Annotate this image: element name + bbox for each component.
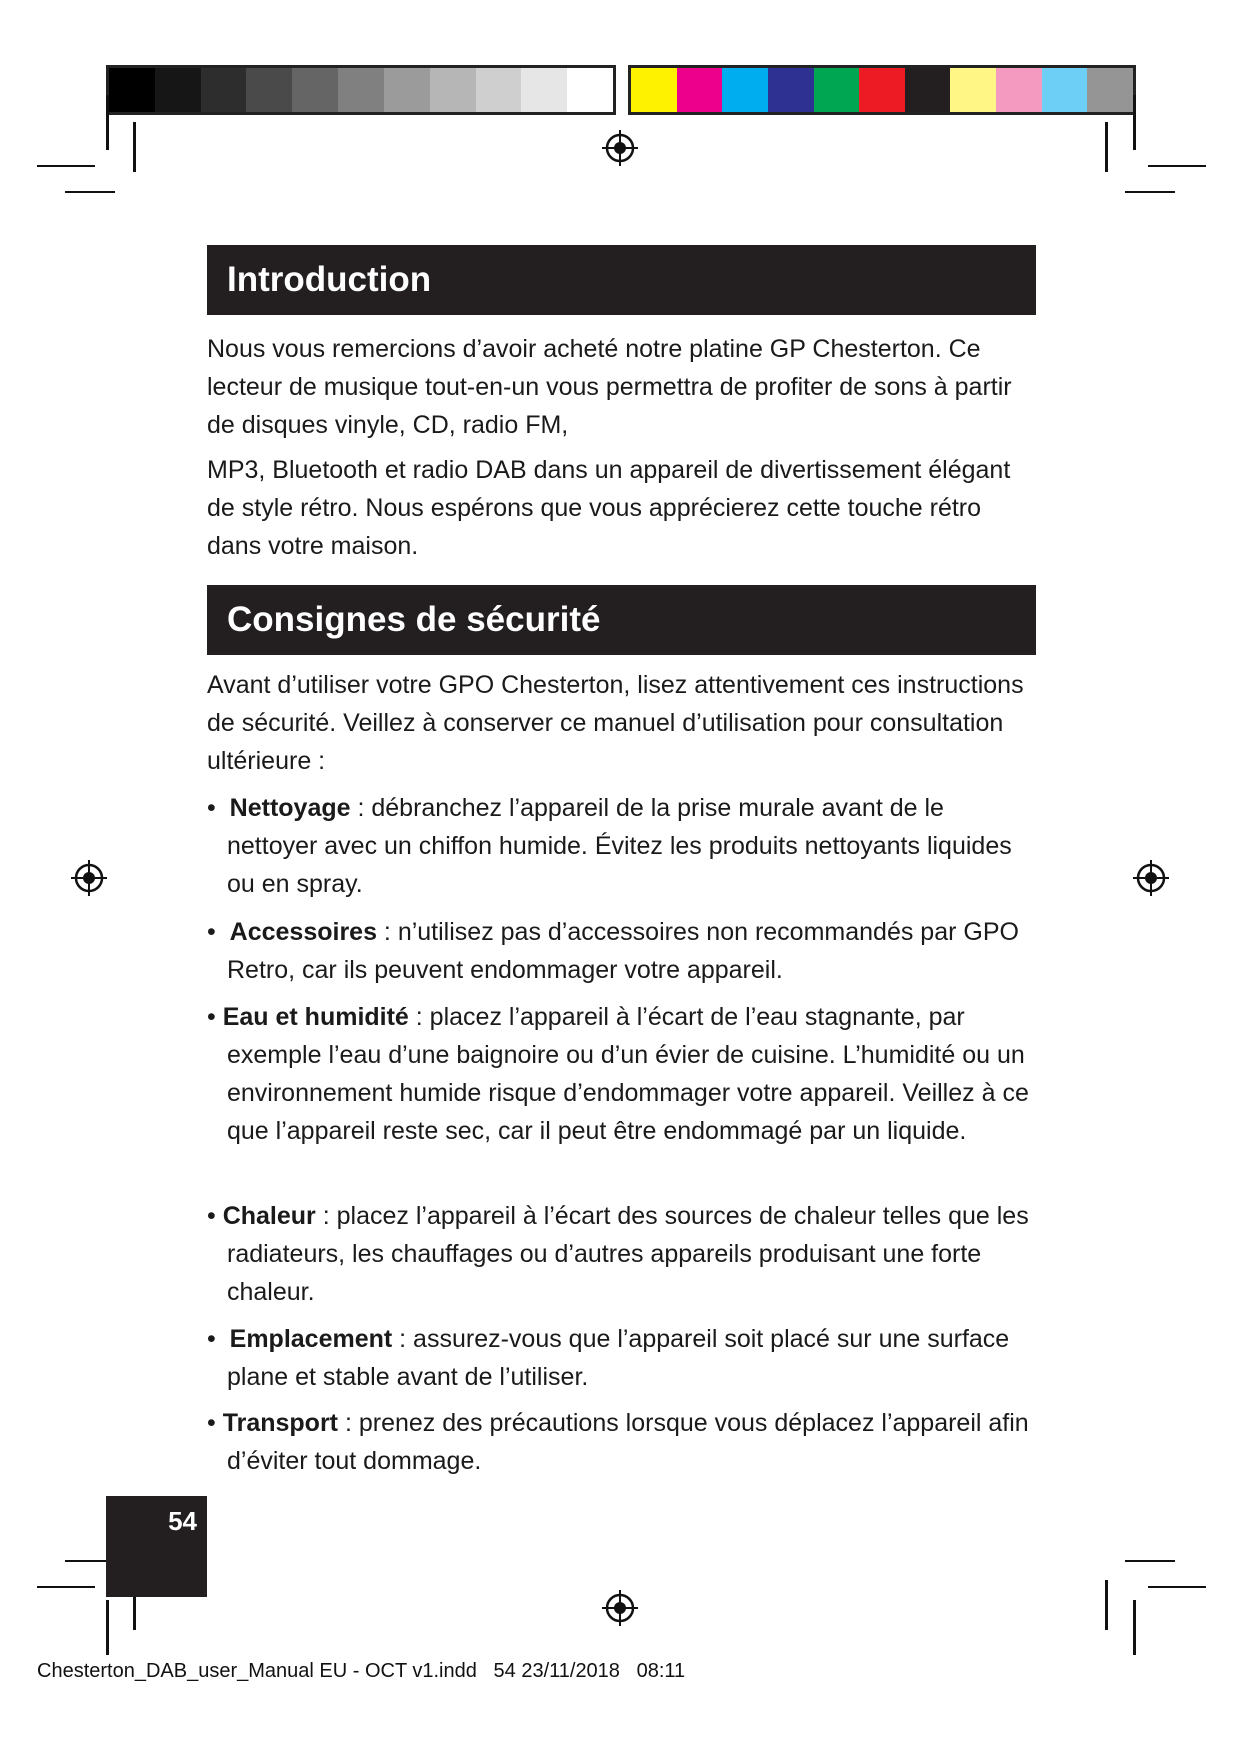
registration-mark-icon — [600, 1588, 640, 1628]
safety-list-item: • Accessoires : n’utilisez pas d’accessoires non recommandés par GPO Retro, car ils peuvent endommager votre appareil. — [207, 918, 1019, 984]
grayscale-swatch — [430, 68, 476, 112]
grayscale-swatch — [476, 68, 522, 112]
safety-item-text: : prenez des précautions lorsque vous déplacez l’appareil afin d’éviter tout dommage. — [227, 1409, 1029, 1475]
process-color-bar — [628, 65, 1136, 115]
safety-list-item: • Chaleur : placez l’appareil à l’écart des sources de chaleur telles que les radiateurs, les chauffages ou d’autres appareils produisant une forte chaleur. — [207, 1202, 1029, 1306]
safety-item-label: Emplacement — [229, 1325, 393, 1353]
introduction-paragraph: MP3, Bluetooth et radio DAB dans un appareil de divertissement élégant de style rétro. Nous espérons que vous apprécierez cette touche rétro dans votre maison. — [207, 456, 1011, 560]
crop-mark — [1133, 1600, 1136, 1655]
crop-mark — [1105, 1580, 1108, 1630]
process-color-swatch — [859, 68, 905, 112]
crop-mark — [37, 165, 95, 167]
crop-mark — [37, 1586, 95, 1588]
safety-heading — [207, 585, 1036, 655]
crop-mark — [1148, 1586, 1206, 1588]
crop-mark — [133, 122, 136, 172]
crop-mark — [65, 191, 115, 193]
introduction-paragraph: Nous vous remercions d’avoir acheté notre platine GP Chesterton. Ce lecteur de musique tout-en-un vous permettra de profiter de sons à partir de disques vinyle, CD, radio FM, — [207, 335, 1012, 439]
grayscale-swatch — [292, 68, 338, 112]
safety-list-item: • Emplacement : assurez-vous que l’appareil soit placé sur une surface plane et stable avant de l’utiliser. — [207, 1325, 1010, 1391]
introduction-heading — [207, 245, 1036, 315]
registration-mark-icon — [600, 128, 640, 168]
safety-list-item: • Transport : prenez des précautions lorsque vous déplacez l’appareil afin d’éviter tout dommage. — [207, 1409, 1029, 1475]
safety-list-item: • Nettoyage : débranchez l’appareil de la prise murale avant de le nettoyer avec un chiffon humide. Évitez les produits nettoyants liquides ou en spray. — [207, 794, 1012, 898]
safety-item-label: Eau et humidité — [222, 1003, 409, 1031]
grayscale-swatch — [521, 68, 567, 112]
process-color-swatch — [631, 68, 677, 112]
process-color-swatch — [722, 68, 768, 112]
safety-item-label: Chaleur — [222, 1202, 316, 1230]
grayscale-swatch — [201, 68, 247, 112]
safety-list-item: • Eau et humidité : placez l’appareil à l’écart de l’eau stagnante, par exemple l’eau d’une baignoire ou d’un évier de cuisine. L’humidité ou un environnement humide risque d’endommager votre appareil. Veillez à ce que l’appareil reste sec, car il peut être endommagé par un liquide. — [207, 1003, 1029, 1145]
page-number: 54 — [168, 1506, 197, 1536]
safety-item-text: : placez l’appareil à l’écart des sources de chaleur telles que les radiateurs, les chauffages ou d’autres appareils produisant une forte chaleur. — [227, 1202, 1029, 1306]
safety-item-label: Nettoyage — [229, 794, 351, 822]
registration-mark-icon — [1131, 858, 1171, 898]
safety-item-text: : n’utilisez pas d’accessoires non recommandés par GPO Retro, car ils peuvent endommager votre appareil. — [227, 918, 1019, 984]
process-color-swatch — [814, 68, 860, 112]
safety-item-label: Accessoires — [229, 918, 377, 946]
crop-mark — [1148, 165, 1206, 167]
process-color-swatch — [996, 68, 1042, 112]
print-slug-footer: Chesterton_DAB_user_Manual EU - OCT v1.indd 54 23/11/2018 08:11 — [37, 1660, 686, 1682]
crop-mark — [1105, 122, 1108, 172]
crop-mark — [106, 95, 109, 150]
safety-intro-paragraph: Avant d’utiliser votre GPO Chesterton, lisez attentivement ces instructions de sécurité. Veillez à conserver ce manuel d’utilisation pour consultation ultérieure : — [207, 671, 1024, 775]
safety-item-label: Transport — [222, 1409, 338, 1437]
safety-item-text: : assurez-vous que l’appareil soit placé sur une surface plane et stable avant de l’utiliser. — [227, 1325, 1010, 1391]
process-color-swatch — [768, 68, 814, 112]
safety-title: Consignes de sécurité — [227, 600, 601, 639]
grayscale-swatch — [155, 68, 201, 112]
process-color-swatch — [677, 68, 723, 112]
process-color-swatch — [1087, 68, 1133, 112]
crop-mark — [106, 1600, 109, 1655]
grayscale-color-bar — [106, 65, 616, 115]
grayscale-swatch — [384, 68, 430, 112]
crop-mark — [1125, 1560, 1175, 1562]
process-color-swatch — [1042, 68, 1088, 112]
process-color-swatch — [950, 68, 996, 112]
safety-item-text: : placez l’appareil à l’écart de l’eau stagnante, par exemple l’eau d’une baignoire ou d’un évier de cuisine. L’humidité ou un environnement humide risque d’endommager votre appareil. Veillez à ce que l’appareil reste sec, car il peut être endommagé par un liquide. — [227, 1003, 1029, 1145]
grayscale-swatch — [338, 68, 384, 112]
grayscale-swatch — [109, 68, 155, 112]
process-color-swatch — [905, 68, 951, 112]
introduction-title: Introduction — [227, 260, 432, 299]
crop-mark — [1133, 95, 1136, 150]
page-number-box — [106, 1496, 207, 1597]
safety-item-text: : débranchez l’appareil de la prise murale avant de le nettoyer avec un chiffon humide. Évitez les produits nettoyants liquides ou en spray. — [227, 794, 1012, 898]
grayscale-swatch — [246, 68, 292, 112]
grayscale-swatch — [567, 68, 613, 112]
registration-mark-icon — [69, 858, 109, 898]
crop-mark — [1125, 191, 1175, 193]
